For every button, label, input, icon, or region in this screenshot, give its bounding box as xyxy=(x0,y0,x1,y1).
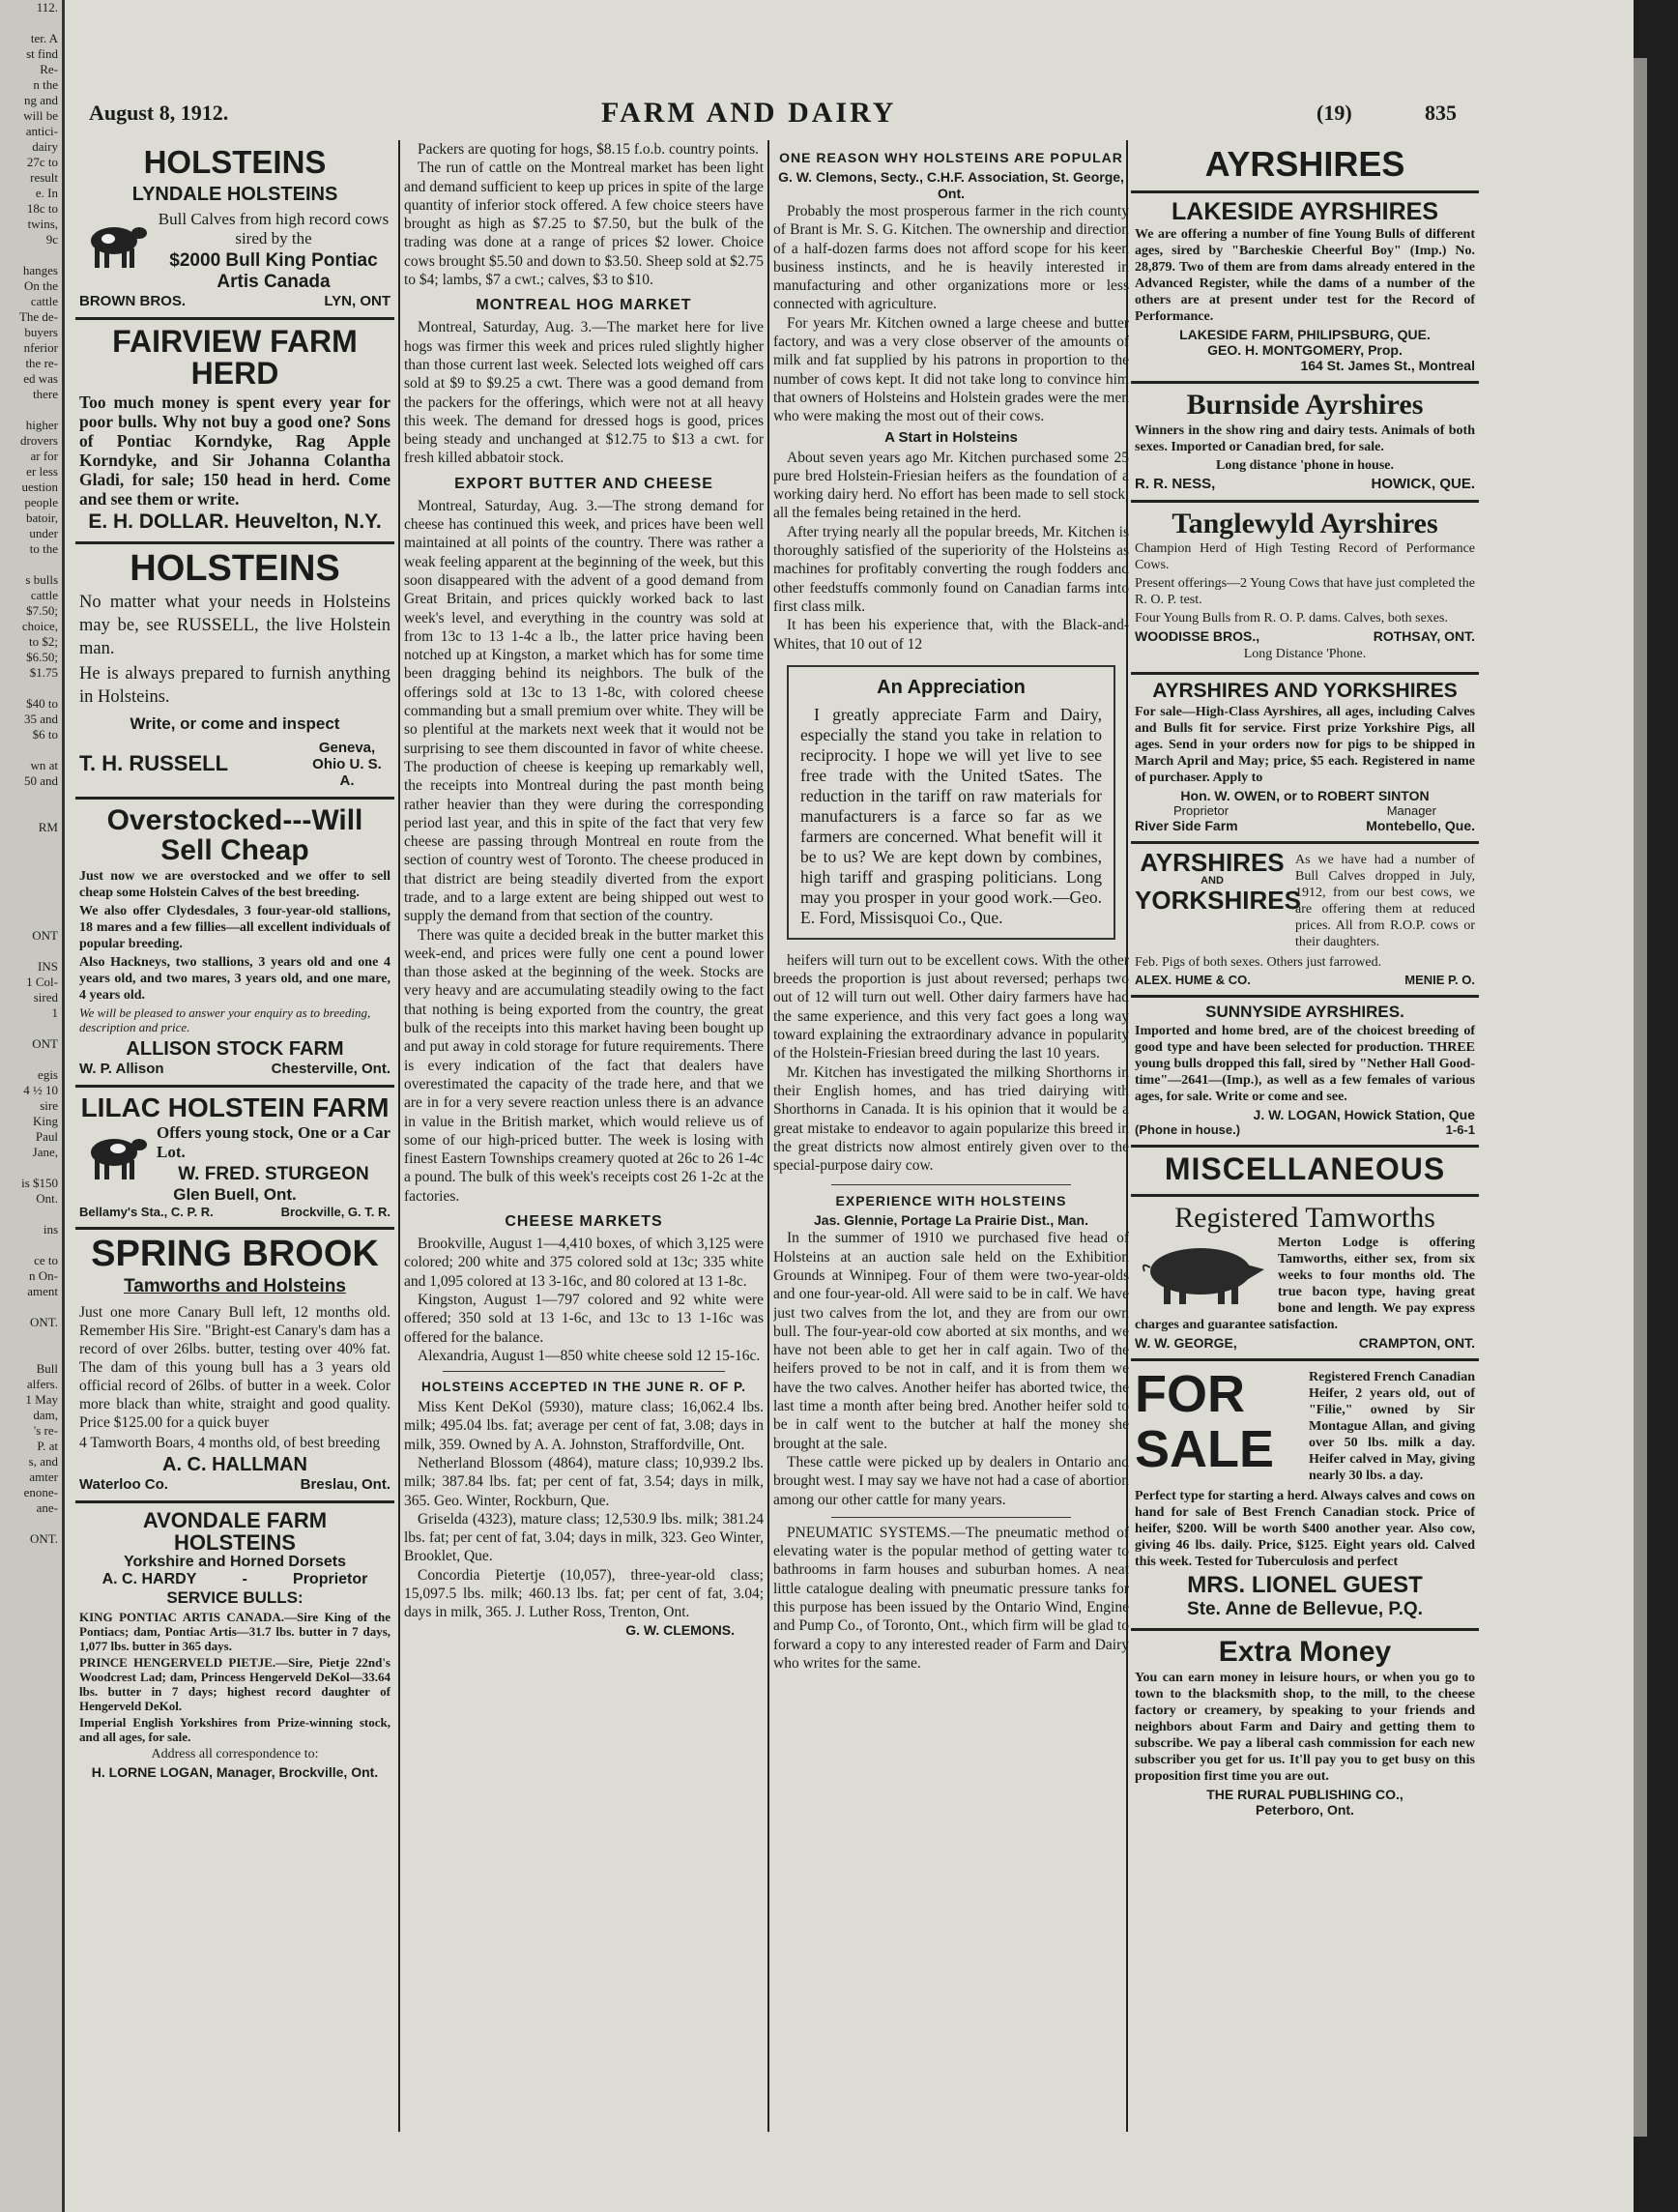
article-paragraph: heifers will turn out to be excellent cows. With the other breeds the proportion is just about reversed; perhaps two out of 12 will turn out well. Other dairy farmers have had the same experience, and this very fact goes a long way toward explaining the extraordinary advance in popularity of the Holstein-Friesian breed during the last 10 years. xyxy=(773,951,1129,1062)
prev-page-fragment: Paul xyxy=(35,1129,58,1144)
prev-page-fragment: Bull xyxy=(36,1361,58,1376)
column-rule-2 xyxy=(767,140,769,2132)
prev-page-fragment: drovers xyxy=(20,433,58,448)
ad-text: 4 Tamworth Boars, 4 months old, of best breeding xyxy=(79,1435,381,1451)
ad-text: Present offerings—2 Young Cows that have just completed the R. O. P. test. xyxy=(1135,576,1475,608)
article-headline: EXPERIENCE WITH HOLSTEINS xyxy=(835,1193,1067,1209)
ad-allison-stock-farm xyxy=(75,800,394,1088)
ad-signature-row xyxy=(79,1061,391,1077)
ad-title: Registered Tamworths xyxy=(1174,1201,1435,1234)
article-subhead: A Start in Holsteins xyxy=(884,428,1018,446)
ad-text: Four Young Bulls from R. O. P. dams. Calves, both sexes. xyxy=(1135,611,1448,626)
divider xyxy=(831,1517,1071,1518)
ad-italic-note: We will be pleased to answer your enquiry as to breeding, description and price. xyxy=(79,1004,371,1034)
prev-page-fragment xyxy=(0,1330,62,1346)
prev-page-fragment: n the xyxy=(33,77,58,92)
ad-name: MRS. LIONEL GUEST xyxy=(1187,1572,1423,1599)
ad-roles-row xyxy=(1135,803,1475,818)
pig-illustration xyxy=(1135,1235,1270,1312)
article-paragraph: The run of cattle on the Montreal market has been light and demand sufficient to keep up prices in spite of the large quantity of inferior stock offered. A few choice steers have brought as high as $7.25 to $7.50, but the bulk of the trading was done at a range of prices $2 lower. Choice cows brought $5.50 and down to $3.50. Sheep sold at $2.75 to $4; lambs, $7 a cwt.; calves, $3 to $10. xyxy=(404,160,764,289)
ad-layout xyxy=(1135,850,1475,952)
ad-text: Registered French Canadian Heifer, 2 years old, out of "Filie," owned by Sir Montague Allan, and giving over 50 lbs. milk a day. Heifer calved in May, giving nearly 30 lbs. a day. xyxy=(1309,1370,1475,1484)
ad-signature: E. H. DOLLAR. Heuvelton, N.Y. xyxy=(88,509,382,533)
article-paragraph: PNEUMATIC SYSTEMS.—The pneumatic method of elevating water is the popular method of getting water to bathrooms in farm houses and suburban homes. A neat little catalogue dealing with pneumatic pressure tanks for this purpose has been issued by the Ontario Wind, Engine and Pump Co., of Toronto, Ont., which firm will be glad to forward a copy to any interested reader of Farm and Dairy who writes for the same. xyxy=(773,1524,1129,1672)
prev-page-fragment: ng and xyxy=(23,93,58,107)
ad-service-heading: SERVICE BULLS: xyxy=(166,1588,304,1608)
running-header xyxy=(89,95,1490,133)
ad-proprietor: GEO. H. MONTGOMERY, Prop. xyxy=(1207,342,1403,359)
prev-page-fragment xyxy=(0,15,62,31)
box-text: I greatly appreciate Farm and Dairy, especially the stand you take in relation to reciprocity. I hope we will yet live to see free trade with the United tSates. The reduction in the tariff on raw materials for manufacturers is a farce so far as we farmers are concerned. What benefit will it be to us? We are kept down by combines, high tariff and grasping politicians. Long may you prosper in your good work.—Geo. E. Ford, Missisquoi Co., Que. xyxy=(800,704,1102,927)
ad-sign-left: WOODISSE BROS., xyxy=(1135,628,1260,645)
ad-title: Tanglewyld Ayrshires xyxy=(1172,507,1438,539)
article-paragraph: Packers are quoting for hogs, $8.15 f.o.b. country points. xyxy=(418,141,759,158)
prev-page-fragment xyxy=(0,1160,62,1176)
article-paragraph: Miss Kent DeKol (5930), mature class; 16,062.4 lbs. milk; 495.04 lbs. fat; average per cent of fat, 3.08; days in milk, 359. Owned by A. A. Johnston, Straffordville, Ont. xyxy=(404,1399,764,1453)
prev-page-fragment: wn at xyxy=(30,758,58,772)
ad-sign-right: MENIE P. O. xyxy=(1404,973,1475,988)
ad-signature-row xyxy=(79,293,391,309)
prev-page-fragment: e. In xyxy=(35,186,58,200)
ad-sign-left: Bellamy's Sta., C. P. R. xyxy=(79,1205,214,1220)
article-paragraph: Netherland Blossom (4864), mature class; 10,939.2 lbs. milk; 387.84 lbs. fat; per cent of fat, 3.54; days in milk, 365. Geo. Winter, Rockburn, Que. xyxy=(404,1455,764,1509)
prev-page-fragment: 's re- xyxy=(33,1423,58,1438)
book-spine-edge xyxy=(1634,0,1678,2212)
column-1-advertisements xyxy=(75,140,394,2132)
ad-name: W. FRED. STURGEON xyxy=(178,1164,369,1185)
prev-page-fragment: choice, xyxy=(21,619,58,633)
prev-page-fragment: under xyxy=(29,526,58,540)
ad-text: Imperial English Yorkshires from Prize-winning stock, and all ages, for sale. xyxy=(79,1715,391,1745)
ad-text: Merton Lodge is offering Tamworths, either sex, from six weeks to four months old. The true bacon type, having great bone and length. We pay express charges and guarantee satisfaction. xyxy=(1135,1236,1475,1333)
ad-title: MISCELLANEOUS xyxy=(1164,1150,1446,1186)
ad-sign-right: Brockville, G. T. R. xyxy=(280,1205,391,1220)
article-paragraph: About seven years ago Mr. Kitchen purchased some 25 pure bred Holstein-Friesian heifers as the foundation of a working dairy herd. No effort has been made to sell stock, all the females being retained in the herd. xyxy=(773,449,1129,522)
article-paragraph: Griselda (4323), mature class; 12,530.9 lbs. milk; 381.24 lbs. fat; per cent of fat, 3.04; days in milk, 323. Geo Winter, Brooklet, Que. xyxy=(404,1510,764,1565)
prev-page-fragment: ONT. xyxy=(29,1315,58,1329)
ad-lakeside-ayrshires xyxy=(1131,193,1479,384)
prev-page-fragment: 18c to xyxy=(26,201,58,216)
prev-page-fragment: King xyxy=(33,1114,58,1128)
ad-signature: H. LORNE LOGAN, Manager, Brockville, Ont. xyxy=(91,1764,379,1781)
ad-text: Just now we are overstocked and we offer to sell cheap some Holstein Calves of the best breeding. xyxy=(79,868,391,900)
ad-fairview-farm-herd xyxy=(75,320,394,544)
article-paragraph: In the summer of 1910 we purchased five head of Holsteins at an auction sale held on the Exhibition Grounds at Winnipeg. Four of them were two-year-olds and one four-year-old. All were said to be in calf. We have just two calves from the lot, and they are from our own bull. The four-year-old cow aborted at six months, and we have not been able to get her in calf again. Two of the heifers proved to be not in calf, and it is from them we have the two calves. Another heifer has aborted twice, the last time a month after being bred. Another heifer sold to be in calf went to the butcher at half the money she brought at the sale. xyxy=(773,1230,1129,1452)
ad-text: You can earn money in leisure hours, or when you go to town to the blacksmith shop, to the mill, to the cheese factory or creamery, by speaking to your friends and neighbors about Farm and Dairy and getting them to subscribe. We pay a liberal cash commission for each new subscriber you get for us. It'll pay you to get busy on this proposition first time you are out. xyxy=(1135,1670,1475,1784)
ad-sign-right: CRAMPTON, ONT. xyxy=(1358,1335,1475,1352)
prev-page-fragment: there xyxy=(33,387,58,401)
ad-text: Write, or come and inspect xyxy=(130,713,340,733)
prev-page-fragment: Jane, xyxy=(32,1145,58,1159)
prev-page-fragment: 4 ½ 10 xyxy=(23,1083,58,1097)
ad-sign-right: Montebello, Que. xyxy=(1366,818,1475,834)
ad-signature-row xyxy=(79,1205,391,1219)
ad-title: LILAC HOLSTEIN FARM xyxy=(80,1091,390,1122)
ad-title: FAIRVIEW FARM HERD xyxy=(112,323,358,392)
section-heading: EXPORT BUTTER AND CHEESE xyxy=(454,475,713,492)
article-paragraph: It has been his experience that, with the Black-and-Whites, that 10 out of 12 xyxy=(773,617,1129,653)
prev-page-fragment xyxy=(0,402,62,418)
ad-phone-note: Long Distance 'Phone. xyxy=(1243,647,1367,662)
ad-text: Imported and home bred, are of the choicest breeding of good type and have been selected for production. THREE young bulls dropped this fall, sired by "Nether Hall Good-time"—2641—(Imp.), as well as a few females of various ages, for sale. Write or come and see. xyxy=(1135,1023,1475,1104)
prev-page-fragment: result xyxy=(30,170,58,185)
page-edge-strip xyxy=(1634,58,1647,2137)
ad-text: We also offer Clydesdales, 3 four-year-old stallions, 18 mares and a few fillies—all excellent individuals of popular breeding. xyxy=(79,903,391,951)
ad-signature-row xyxy=(1135,628,1475,644)
prev-page-fragment: higher xyxy=(25,418,58,432)
ad-avondale-farm xyxy=(75,1503,394,1788)
ad-lyndale-holsteins xyxy=(75,140,394,320)
ad-title: HOLSTEINS xyxy=(143,144,327,180)
ad-sign-left: R. R. NESS, xyxy=(1135,475,1216,492)
prev-page-fragment: 27c to xyxy=(26,155,58,169)
prev-page-fragment: $7.50; xyxy=(26,603,58,618)
ad-sign-right: Breslau, Ont. xyxy=(300,1476,391,1493)
ad-text: For sale—High-Class Ayrshires, all ages, including Calves and Bulls fit for service. First prize Yorkshire Pigs, all ages. Send in your orders now for pigs to be shipped in March April and May; price, $5 each. Registered in name of purchaser. Apply to xyxy=(1135,705,1475,786)
prev-page-fragment: ter. A xyxy=(30,31,58,45)
prev-page-fragment: cattle xyxy=(30,294,58,308)
ad-phone-note: Long distance 'phone in house. xyxy=(1216,457,1394,473)
prev-page-fragment xyxy=(0,557,62,572)
ad-text: No matter what your needs in Holsteins may be, see RUSSELL, the live Holstein man. xyxy=(79,592,391,658)
prev-page-fragment: $6.50; xyxy=(26,650,58,664)
ad-bull-entry: PRINCE HENGERVELD PIETJE.—Sire, Pietje 22nd's Woodcrest Lad; dam, Princess Hengerveld DeKol—33.64 lbs. butter in 7 days; highest record daughter of Hengerveld DeKol. xyxy=(79,1655,391,1714)
prev-page-fragment: buyers xyxy=(24,325,58,339)
prev-page-fragment: people xyxy=(24,495,58,509)
prev-page-fragment: alfers. xyxy=(26,1377,58,1391)
ad-sign-right: 1-6-1 xyxy=(1445,1121,1475,1137)
article-paragraph: Montreal, Saturday, Aug. 3.—The strong demand for cheese has continued this week, and prices have been well maintained at all points of the country. There was rather a weak feeling apparent at the beginning of the week, but this soon disappeared with the advent of a good demand from Great Britain, and prices quickly worked back to last week's level, and everything in the country was sold at from 13c to 13 1-4c a lb., the latter price having been notched up at Kingston, a market which has for some time been dragging behind its neighbors. The bulk of the offerings sold at 13c to 13 1-8c, with colored cheese commanding but a small premium over white. They will be so plentiful at the markets next week that it would not be surprising to see them discounted in favor of white cheese. The production of cheese is keeping up remarkably well, the receipts into Montreal during the past month being rather heavier than they were during the corresponding period last year, and this in spite of the fact that very few cheese are passing through Montreal en route from the section of country west of Toronto. The cheese produced in that district are being steadily diverted from the export trade, and to a large extent are being shipped out west to supply the demand from that section of the country. xyxy=(404,497,764,925)
ad-subtitle: Tamworths and Holsteins xyxy=(124,1276,346,1296)
prev-page-fragment: ament xyxy=(27,1284,58,1298)
prev-page-fragment: P. at xyxy=(37,1439,58,1453)
ad-prop-role: Proprietor xyxy=(293,1571,368,1588)
prev-page-fragment: 1 xyxy=(51,1005,58,1020)
prev-page-fragment xyxy=(0,742,62,758)
prev-page-fragment xyxy=(0,1516,62,1531)
article-paragraph: These cattle were picked up by dealers in Ontario and brought west. I may say we have not had a case of abortion among our other cattle for many years. xyxy=(773,1453,1129,1508)
prev-page-fragment: enone- xyxy=(23,1485,58,1499)
ad-sign-right: Geneva, Ohio U. S. A. xyxy=(312,739,382,789)
article-signature: G. W. CLEMONS. xyxy=(625,1621,735,1638)
ad-sign-left: BROWN BROS. xyxy=(79,292,186,309)
ad-extra-money xyxy=(1131,1631,1479,1825)
ad-title: HOLSTEINS xyxy=(130,547,340,589)
ad-text: Also Hackneys, two stallions, 3 years old and one 4 years old, and two mares, 3 years old, and one mare, 4 years old. xyxy=(79,954,391,1003)
ad-title: SUNNYSIDE AYRSHIRES. xyxy=(1205,1003,1404,1022)
ad-title-and: AND xyxy=(1201,875,1224,888)
prev-page-fragment: ar for xyxy=(30,449,58,463)
ad-subtitle: LYNDALE HOLSTEINS xyxy=(131,183,338,205)
ad-title: AYRSHIRES AND YORKSHIRES xyxy=(1152,680,1458,703)
ad-text: Winners in the show ring and dairy tests. Animals of both sexes. Imported or Canadian bred, for sale. xyxy=(1135,422,1475,454)
ad-text: Too much money is spent every year for poor bulls. Why not buy a good one? Sons of Pontiac Korndyke, Rag Apple Korndyke, and Sir Johanna Colantha Gladi, for sale; 150 head in herd. Come and see them or write. xyxy=(79,392,391,509)
previous-page-edge xyxy=(0,0,65,2212)
ad-sunnyside-ayrshires xyxy=(1131,998,1479,1148)
ad-text: Champion Herd of High Testing Record of Performance Cows. xyxy=(1135,541,1475,573)
ad-signature-row xyxy=(1135,818,1475,833)
article-paragraph: Alexandria, August 1—850 white cheese sold 12 15-16c. xyxy=(418,1347,761,1364)
ad-subtitle: Yorkshire and Horned Dorsets xyxy=(124,1554,346,1571)
ad-title: AYRSHIRES xyxy=(1140,848,1285,878)
article-paragraph: Kingston, August 1—797 colored and 92 white were offered; 350 sold at 13 1-6c, and 13c to 13 1-16c was offered for the balance. xyxy=(404,1291,764,1346)
divider xyxy=(443,1371,725,1372)
prev-page-fragment: dairy xyxy=(32,139,58,154)
ad-title: AVONDALE FARM HOLSTEINS xyxy=(142,1508,328,1556)
prev-page-fragment: to $2; xyxy=(29,634,58,649)
prev-page-fragment: to the xyxy=(29,541,58,556)
ad-sign-right: ROTHSAY, ONT. xyxy=(1373,628,1475,645)
ad-text: We are offering a number of fine Young Bulls of different ages, sired by "Barcheskie Cheerful Boy" (Imp.) No. 28,879. Two of them are from dams already entered in the Advanced Register, while the dams of a number of the others are at present under test for the Record of Performance. xyxy=(1135,227,1475,325)
page-number: 835 xyxy=(1425,101,1457,125)
ad-address-line: Address all correspondence to: xyxy=(151,1747,319,1762)
ad-text: As we have had a number of Bull Calves dropped in July, 1912, from our best cows, we are offering them at reduced prices. All from R.O.P. cows or their daughters. xyxy=(1295,853,1475,950)
prev-page-fragment xyxy=(0,897,62,913)
article-paragraph: Concordia Pietertje (10,057), three-year-old class; 15,097.5 lbs. milk; 460.13 lbs. fat; per cent of fat, 3.04; days in milk, 365. J. Luther Ross, Trenton, Ont. xyxy=(404,1566,764,1621)
prev-page-fragment: INS xyxy=(38,959,58,974)
article-paragraph: After trying nearly all the popular breeds, Mr. Kitchen is thoroughly satisfied of the superiority of the Holsteins as machines for profitably converting the rough fodders and other feedstuffs commonly found on Canadian farms into first class milk. xyxy=(773,523,1129,615)
ad-bull-entry: KING PONTIAC ARTIS CANADA.—Sire King of the Pontiacs; dam, Pontiac Artis—31.7 lbs. butter in 7 days, 1,077 lbs. butter in 365 days. xyxy=(79,1610,391,1654)
ad-russell-holsteins xyxy=(75,544,394,800)
prev-page-fragment: ed was xyxy=(23,371,58,386)
ad-signature-row xyxy=(1135,1122,1475,1137)
prev-page-fragment xyxy=(0,681,62,696)
prev-page-fragment: sired xyxy=(33,990,58,1004)
prev-page-fragment: amter xyxy=(29,1470,58,1484)
ad-lilac-holstein-farm xyxy=(75,1088,394,1230)
prev-page-fragment: RM xyxy=(38,820,58,834)
appreciation-box xyxy=(787,665,1115,940)
prev-page-fragment xyxy=(0,835,62,851)
ad-alex-hume xyxy=(1131,844,1479,998)
ad-sign-left: (Phone in house.) xyxy=(1135,1121,1241,1137)
ad-sign-left: W. P. Allison xyxy=(79,1060,164,1077)
ad-role-left: Proprietor xyxy=(1173,803,1230,819)
column-4-advertisements xyxy=(1131,140,1479,2132)
prev-page-fragment: ONT xyxy=(32,1036,58,1051)
ad-signature-row xyxy=(1135,476,1475,492)
article-paragraph: Montreal, Saturday, Aug. 3.—The market here for live hogs was firmer this week and prices ruled slightly higher than those current last week. Selected lots weighed off cars sold at $9 to $9.25 a cwt. There was a good demand from the packers for the offerings, which were not at all heavy this week. The demand for dressed hogs is good, prices being steady and unchanged at $12.75 to $13 a cwt. for fresh killed abbatoir stock. xyxy=(404,319,764,467)
prev-page-fragment: antici- xyxy=(25,124,58,138)
ad-address: 164 St. James St., Montreal xyxy=(1300,358,1475,374)
ad-title: FOR SALE xyxy=(1135,1365,1275,1478)
prev-page-fragment: batoir, xyxy=(25,510,58,525)
column-2-market-reports xyxy=(404,140,764,2132)
ad-text: Perfect type for starting a herd. Always calves and cows on hand for sale of Best French Canadian stock. Price of heifer, $200. Will be worth $400 another year. Also cow, giving 46 lbs. daily. Price, $125. Eight years old. Calved this week. Tested for Tuberculosis and perfect xyxy=(1135,1489,1475,1570)
prev-page-fragment: twins, xyxy=(27,217,58,231)
box-title: An Appreciation xyxy=(877,676,1026,698)
prev-page-fragment xyxy=(0,804,62,820)
prev-page-fragment: 50 and xyxy=(23,773,58,788)
article-paragraph: There was quite a decided break in the butter market this week-end, and prices were fully one cent a pound lower than those asked at the beginning of the week. Stocks are very heavy and are accumulating steadily owing to the fact that nothing is being exported from the country, the great bulk of the receipts into this market having been bought up and put away in cold storage for future requirements. There is every indication of the fact that dealers have overestimated the capacity of the trade here, and that we are in for a very severe reaction unless there is an advance in value in the British market, which would relieve us of some of our high-priced butter. The week is losing with finest Eastern Townships creamery quoted at 26c to 26 1-4c a pound. The bulk of this week's receipts cost 26 1-2c at the factories. xyxy=(404,926,764,1205)
ad-names: Hon. W. OWEN, or to ROBERT SINTON xyxy=(1180,788,1430,804)
prev-page-fragment: 35 and xyxy=(23,712,58,726)
prev-page-fragment: Re- xyxy=(40,62,58,76)
prev-page-fragment xyxy=(0,1207,62,1222)
ad-sign-right: LYN, ONT xyxy=(324,292,391,309)
ad-prop-name: A. C. HARDY xyxy=(101,1571,197,1588)
ad-text: Just one more Canary Bull left, 12 months old. Remember His Sire. "Bright-est Canary's dam has a record of over 26lbs. butter, testing over 40% fat. The dam of this young bull has a 3 years old official record of 26lbs. of butter in a week. Color more black than white, straight and good quality. Price $125.00 for a quick buyer xyxy=(79,1304,391,1431)
ad-signature-row xyxy=(1135,973,1475,987)
article-paragraph: Probably the most prosperous farmer in the rich county of Brant is Mr. S. G. Kitchen. The ownership and direction of a half-dozen farms does not afford scope for his keen business instincts, and he is heavily interested in manufacturing and other organizations more or less connected with agriculture. xyxy=(773,203,1129,313)
article-byline: G. W. Clemons, Secty., C.H.F. Association, St. George, Ont. xyxy=(778,169,1124,201)
ad-sign-right: Chesterville, Ont. xyxy=(271,1060,391,1077)
prev-page-fragment xyxy=(0,789,62,804)
ad-place: Glen Buell, Ont. xyxy=(173,1185,297,1205)
ad-sign-left: Waterloo Co. xyxy=(79,1476,168,1493)
ad-farm-name: LAKESIDE FARM, PHILIPSBURG, QUE. xyxy=(1179,327,1431,343)
ad-signature-row xyxy=(79,740,391,789)
paper-page-number: (19) xyxy=(1316,101,1352,125)
ad-ayrshires-and-yorkshires xyxy=(1131,675,1479,844)
prev-page-fragment: 9c xyxy=(45,232,58,247)
cow-illustration xyxy=(79,214,149,272)
ad-title: AYRSHIRES xyxy=(1204,144,1405,184)
issue-date: August 8, 1912. xyxy=(89,101,229,125)
prev-page-fragment: The de- xyxy=(18,309,58,324)
article-paragraph: Brookville, August 1—4,410 boxes, of which 3,125 were colored; 200 white and 375 colored sold at 13c; 335 white and 1,095 colored at 13 3-16c, and 80 colored at 13 1-8c. xyxy=(404,1236,764,1290)
prev-page-fragment: st find xyxy=(26,46,58,61)
masthead-title: FARM AND DAIRY xyxy=(601,97,897,129)
ad-role-right: Manager xyxy=(1386,803,1436,819)
ad-title: YORKSHIRES xyxy=(1135,885,1301,915)
ad-sign-left: W. W. GEORGE, xyxy=(1135,1335,1237,1352)
ad-sign-right: HOWICK, QUE. xyxy=(1371,475,1475,492)
ad-for-sale-guest xyxy=(1131,1361,1479,1631)
prev-page-fragment: ONT. xyxy=(29,1531,58,1546)
column-rule-1 xyxy=(398,140,400,2132)
prev-page-fragment xyxy=(0,1299,62,1315)
ad-text: Feb. Pigs of both sexes. Others just farrowed. xyxy=(1135,955,1382,971)
prev-page-fragment: $1.75 xyxy=(29,665,58,680)
prev-page-fragment: will be xyxy=(23,108,58,123)
ad-text: He is always prepared to furnish anything in Holsteins. xyxy=(79,663,391,707)
prev-page-fragment xyxy=(0,882,62,897)
ad-title: SPRING BROOK xyxy=(91,1234,379,1275)
prev-page-fragment: 1 May xyxy=(25,1392,58,1407)
prev-page-fragment: is $150 xyxy=(21,1176,58,1190)
article-paragraph: For years Mr. Kitchen owned a large cheese and butter factory, and was a very close observer of the amounts of milk and fat supplied by his patrons in proportion to the number of cows kept. It did not take long to convince him that owners of Holsteins and Holstein grades were the men who were making the most out of their cows. xyxy=(773,314,1129,425)
prev-page-fragment xyxy=(0,1237,62,1253)
ad-miscellaneous-banner xyxy=(1131,1148,1479,1197)
ad-signature: THE RURAL PUBLISHING CO., xyxy=(1206,1786,1403,1802)
ad-spring-brook xyxy=(75,1230,394,1503)
prev-page-fragment: ce to xyxy=(34,1253,58,1267)
ad-place: Peterboro, Ont. xyxy=(1256,1801,1354,1818)
ad-place: Ste. Anne de Bellevue, P.Q. xyxy=(1187,1599,1423,1620)
prev-page-fragment xyxy=(0,851,62,866)
ad-sign-left: River Side Farm xyxy=(1135,818,1238,834)
prev-page-fragment: sire xyxy=(40,1098,58,1113)
prev-page-fragment: $40 to xyxy=(26,696,58,711)
article-headline: ONE REASON WHY HOLSTEINS ARE POPULAR xyxy=(779,150,1123,165)
ad-prop-sep: - xyxy=(242,1571,247,1588)
ad-sign-left: ALEX. HUME & CO. xyxy=(1135,973,1251,988)
ad-title-block xyxy=(1135,848,1301,915)
article-byline: Jas. Glennie, Portage La Prairie Dist., Man. xyxy=(814,1212,1088,1229)
article-paragraph: Mr. Kitchen has investigated the milking Shorthorns in their English homes, and has tried dairying with Shorthorns in Canada. It is his opinion that it would be a great mistake to endeavor to again popularize this breed in the great districts now almost entirely given over to the special-purpose dairy cow. xyxy=(773,1063,1129,1175)
ad-proprietor-row xyxy=(79,1571,391,1588)
prev-page-fragment: er less xyxy=(26,464,58,479)
prev-page-fragment xyxy=(0,1021,62,1036)
ad-highlight: $2000 Bull King Pontiac Artis Canada xyxy=(169,249,378,292)
prev-page-fragment: s bulls xyxy=(25,572,58,587)
ad-name: A. C. HALLMAN xyxy=(162,1454,307,1475)
ad-ayrshires-banner xyxy=(1131,140,1479,193)
ad-tanglewyld-ayrshires xyxy=(1131,503,1479,676)
prev-page-fragment: 112. xyxy=(36,0,58,15)
prev-page-fragment: n On- xyxy=(29,1268,58,1283)
column-3-articles xyxy=(773,140,1129,2132)
prev-page-fragment: Ont. xyxy=(36,1191,58,1206)
prev-page-fragment: dam, xyxy=(33,1408,58,1422)
ad-registered-tamworths xyxy=(1131,1197,1479,1362)
prev-page-fragment: ane- xyxy=(36,1500,58,1515)
prev-page-fragment: $6 to xyxy=(32,727,58,742)
prev-page-fragment: s, and xyxy=(28,1454,58,1469)
section-heading: CHEESE MARKETS xyxy=(505,1213,663,1231)
prev-page-fragment xyxy=(0,1052,62,1067)
prev-page-fragment: ins xyxy=(43,1222,58,1237)
prev-page-fragment: uestion xyxy=(21,480,58,494)
ad-text: Bull Calves from high record cows sired by the xyxy=(158,209,390,247)
divider xyxy=(831,1184,1071,1185)
section-heading: MONTREAL HOG MARKET xyxy=(476,297,692,314)
ad-title: LAKESIDE AYRSHIRES xyxy=(1172,197,1438,225)
prev-page-fragment xyxy=(0,913,62,928)
prev-page-fragment: the re- xyxy=(25,356,58,370)
prev-page-fragment xyxy=(0,866,62,882)
cow-illustration xyxy=(79,1125,149,1183)
prev-page-fragment: ONT xyxy=(32,928,58,943)
ad-sign-left: T. H. RUSSELL xyxy=(79,751,229,776)
ad-title: Extra Money xyxy=(1218,1636,1392,1669)
prev-page-fragment xyxy=(0,944,62,959)
ad-burnside-ayrshires xyxy=(1131,384,1479,503)
prev-page-fragment xyxy=(0,247,62,263)
ad-title: Burnside Ayrshires xyxy=(1186,389,1424,422)
prev-page-fragment: 1 Col- xyxy=(26,975,58,989)
prev-page-fragment: egis xyxy=(38,1067,58,1082)
ad-signature-row xyxy=(1135,1335,1475,1351)
ad-text: Offers young stock, One or a Car Lot. xyxy=(157,1123,391,1162)
prev-page-fragment: cattle xyxy=(30,588,58,602)
ad-farm-name: ALLISON STOCK FARM xyxy=(126,1037,344,1060)
ad-signature-row xyxy=(79,1476,391,1493)
prev-page-fragment: On the xyxy=(23,278,58,293)
prev-page-fragment xyxy=(0,1346,62,1361)
section-heading: HOLSTEINS ACCEPTED IN THE JUNE R. OF P. xyxy=(420,1380,747,1395)
ad-layout xyxy=(1135,1367,1475,1486)
ad-title: Overstocked---Will Sell Cheap xyxy=(106,803,363,867)
prev-page-fragment: hanges xyxy=(22,263,58,277)
ad-signature: J. W. LOGAN, Howick Station, Que xyxy=(1253,1106,1475,1122)
prev-page-fragment: nferior xyxy=(23,340,58,355)
